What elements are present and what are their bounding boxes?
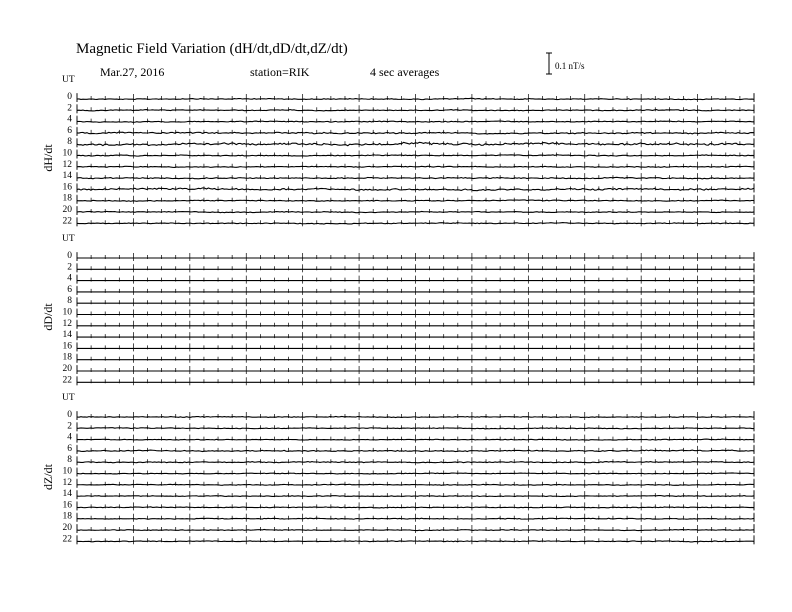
trace-row: [63, 341, 755, 351]
row-label: 14: [62, 330, 72, 341]
row-label: 4: [67, 114, 72, 125]
trace-row: [67, 92, 754, 102]
panels-group: [41, 75, 754, 544]
trace-row: [63, 512, 755, 522]
row-label: 2: [67, 103, 72, 114]
trace-row: [63, 319, 755, 329]
row-label: 14: [62, 489, 72, 500]
trace-row: [67, 115, 754, 125]
trace-row: [67, 455, 754, 465]
trace-row: [67, 410, 754, 420]
trace-row: [67, 433, 754, 443]
trace-row: [67, 103, 754, 113]
row-label: 16: [62, 500, 72, 511]
station-label: station=RIK: [250, 65, 310, 79]
trace-row: [67, 296, 754, 306]
row-label: 18: [62, 352, 72, 363]
trace-row: [67, 262, 754, 272]
trace-row: [63, 353, 755, 363]
row-label: 20: [62, 205, 72, 215]
scale-bar-label: 0.1 nT/s: [555, 61, 585, 71]
row-label: 0: [67, 92, 72, 102]
row-label: 22: [62, 216, 72, 227]
trace-row: [63, 330, 755, 340]
row-label: 12: [62, 159, 72, 170]
trace-row: [63, 489, 755, 499]
ut-axis-label: UT: [62, 393, 75, 403]
row-label: 6: [67, 443, 72, 454]
panel-dhdt: [41, 75, 754, 226]
trace-row: [67, 444, 754, 454]
trace-row: [63, 149, 755, 159]
ut-axis-label: UT: [62, 75, 75, 85]
trace-row: [63, 216, 755, 226]
row-label: 18: [62, 193, 72, 204]
trace-row: [67, 274, 754, 284]
trace-row: [63, 364, 755, 374]
trace-row: [67, 421, 754, 431]
row-label: 0: [67, 251, 72, 261]
row-label: 8: [67, 137, 72, 148]
trace-row: [63, 182, 755, 192]
row-label: 22: [62, 375, 72, 386]
trace-row: [63, 534, 755, 544]
trace-row: [67, 251, 754, 261]
row-label: 8: [67, 296, 72, 307]
panel-dddt: [41, 234, 754, 385]
panel-ylabel: dH/dt: [41, 144, 55, 172]
trace-row: [63, 500, 755, 510]
row-label: 2: [67, 262, 72, 273]
panel-ylabel: dZ/dt: [41, 464, 55, 490]
panel-dzdt: [41, 393, 754, 544]
row-label: 18: [62, 511, 72, 522]
plot-title: Magnetic Field Variation (dH/dt,dD/dt,dZ/dt): [76, 41, 348, 57]
trace-row: [67, 137, 754, 147]
row-label: 20: [62, 364, 72, 374]
averaging-label: 4 sec averages: [370, 65, 440, 79]
row-label: 22: [62, 534, 72, 545]
scale-bar: [546, 53, 585, 74]
trace-row: [63, 160, 755, 170]
trace-row: [63, 308, 755, 318]
trace-row: [63, 171, 755, 181]
trace-row: [67, 285, 754, 295]
trace-row: [63, 194, 755, 204]
row-label: 4: [67, 432, 72, 443]
row-label: 0: [67, 410, 72, 420]
row-label: 12: [62, 318, 72, 329]
row-label: 6: [67, 125, 72, 136]
row-label: 6: [67, 284, 72, 295]
trace-row: [63, 375, 755, 385]
trace-row: [63, 523, 755, 533]
trace-row: [63, 478, 755, 488]
row-label: 8: [67, 455, 72, 466]
trace-row: [63, 205, 755, 215]
row-label: 10: [62, 466, 72, 477]
trace-row: [67, 126, 754, 136]
row-label: 10: [62, 148, 72, 159]
panel-ylabel: dD/dt: [41, 303, 55, 331]
row-label: 16: [62, 341, 72, 352]
ut-axis-label: UT: [62, 234, 75, 244]
date-label: Mar.27, 2016: [100, 65, 165, 79]
row-label: 16: [62, 182, 72, 193]
row-label: 12: [62, 477, 72, 488]
row-label: 14: [62, 171, 72, 182]
row-label: 10: [62, 307, 72, 318]
row-label: 2: [67, 421, 72, 432]
trace-row: [63, 467, 755, 477]
row-label: 4: [67, 273, 72, 284]
row-label: 20: [62, 523, 72, 533]
